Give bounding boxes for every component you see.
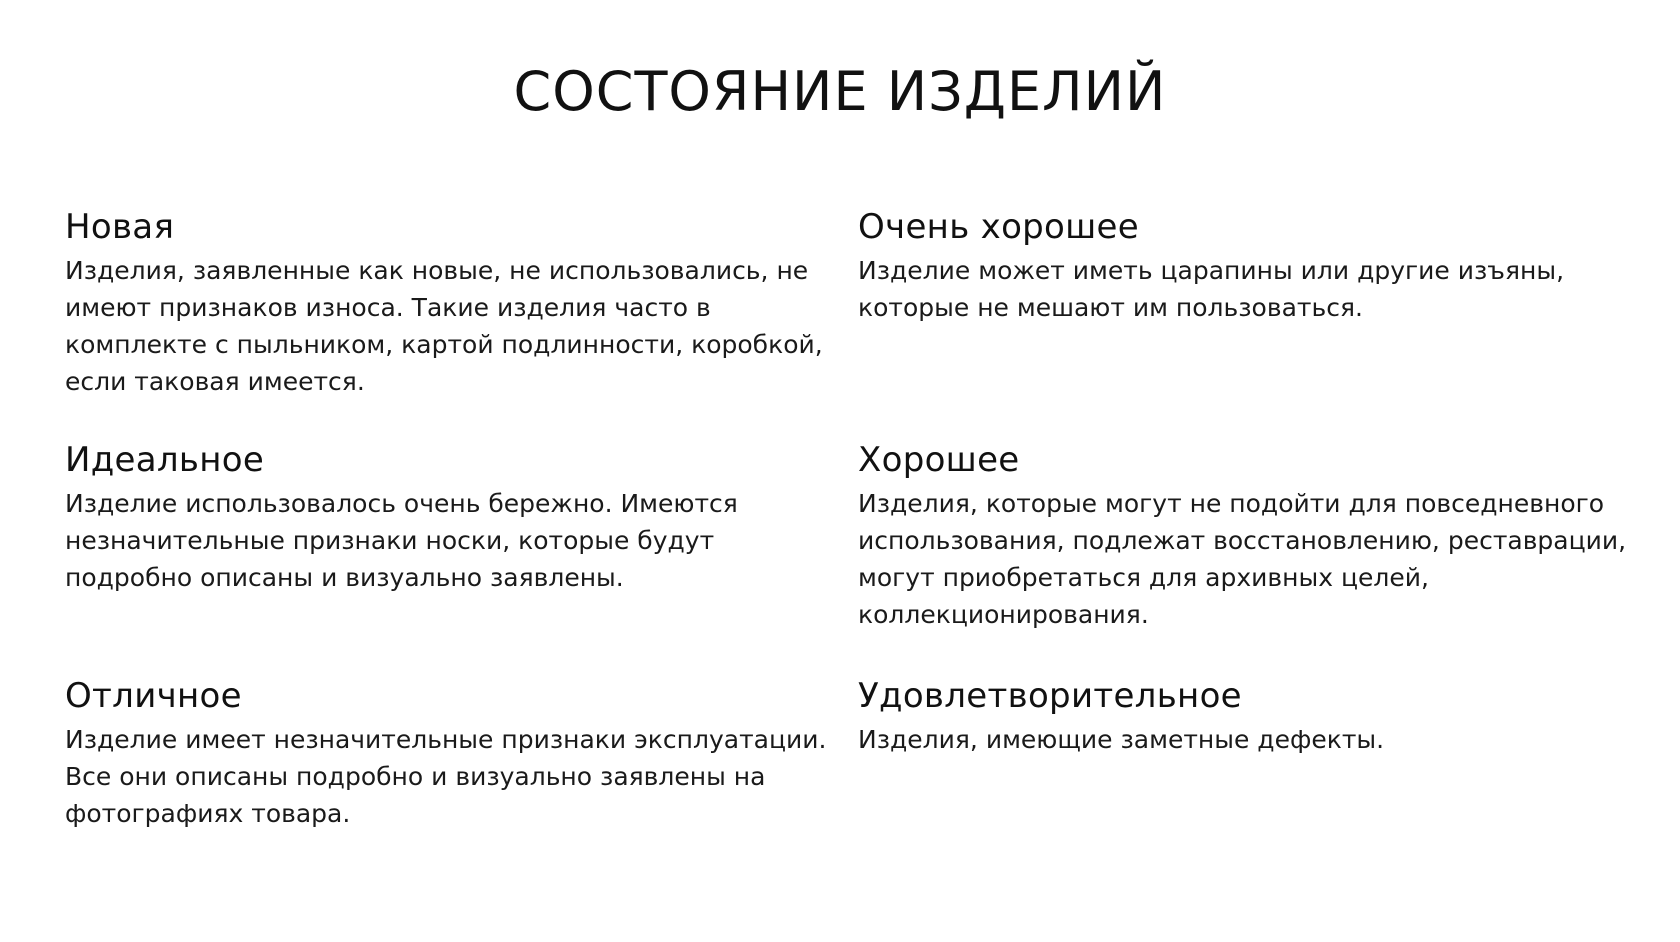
condition-heading: Идеальное xyxy=(65,440,265,480)
condition-description: Изделия, заявленные как новые, не использовались, не имеют признаков износа. Такие изделия часто в комплекте с пыльником, картой подлинности, коробкой, если таковая имеется. xyxy=(65,255,823,396)
condition-heading: Хорошее xyxy=(858,440,1020,480)
condition-very-good xyxy=(858,207,1658,326)
condition-description: Изделия, которые могут не подойти для повседневного использования, подлежат восстановлению, реставрации, могут приобретаться для архивных целей, коллекционирования. xyxy=(858,488,1627,629)
page-title: СОСТОЯНИЕ ИЗДЕЛИЙ xyxy=(513,60,1167,123)
condition-excellent xyxy=(65,676,845,832)
condition-new xyxy=(65,207,845,400)
condition-heading: Отличное xyxy=(65,676,242,716)
condition-description: Изделия, имеющие заметные дефекты. xyxy=(858,724,1385,754)
condition-description: Изделие имеет незначительные признаки эксплуатации. Все они описаны подробно и визуально заявлены на фотографиях товара. xyxy=(65,724,827,828)
condition-ideal xyxy=(65,440,845,596)
condition-heading: Удовлетворительное xyxy=(858,676,1242,716)
condition-description: Изделие может иметь царапины или другие изъяны, которые не мешают им пользоваться. xyxy=(858,255,1565,322)
condition-heading: Очень хорошее xyxy=(858,207,1139,247)
condition-satisfactory xyxy=(858,676,1658,758)
condition-good xyxy=(858,440,1658,633)
condition-description: Изделие использовалось очень бережно. Имеются незначительные признаки носки, которые будут подробно описаны и визуально заявлены. xyxy=(65,488,738,592)
condition-heading: Новая xyxy=(65,207,175,247)
